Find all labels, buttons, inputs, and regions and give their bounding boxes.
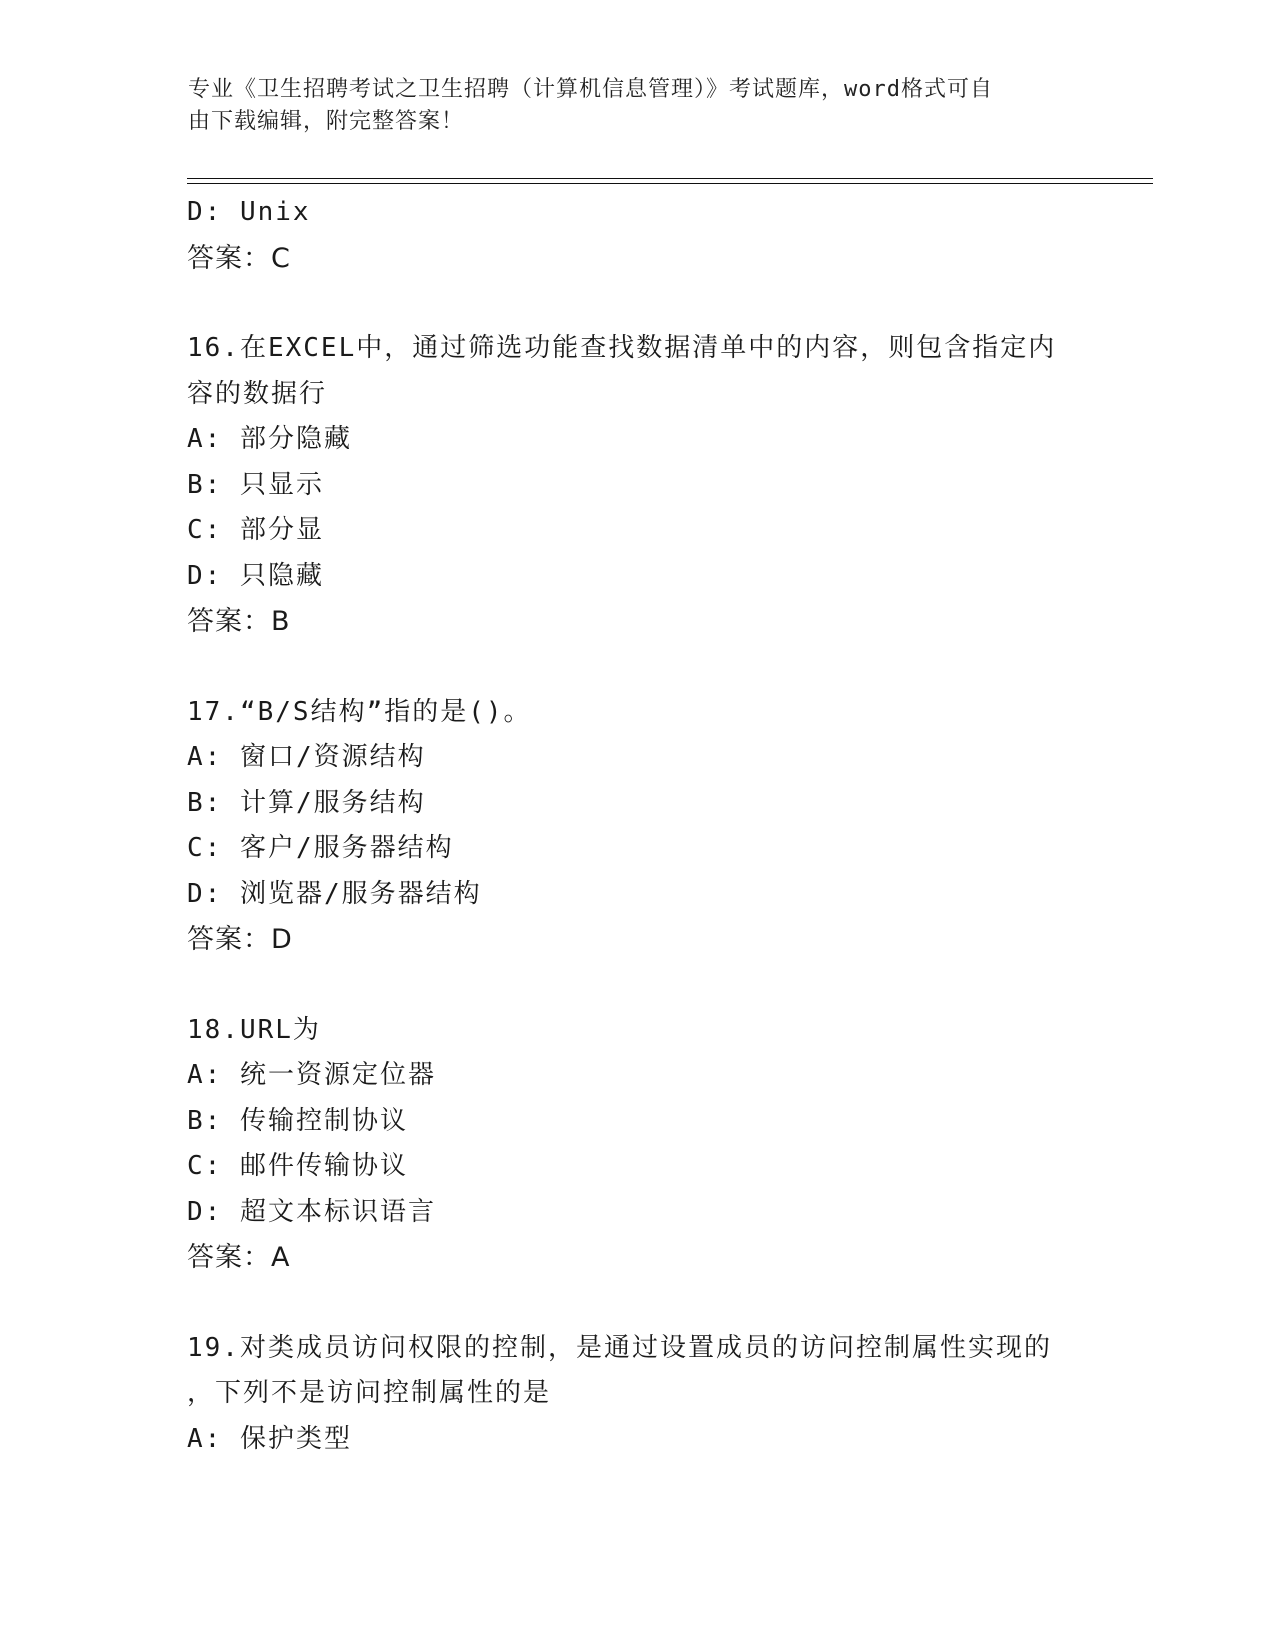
question-stem: 18.URL为 (187, 1014, 321, 1045)
question-stem: 19.对类成员访问权限的控制，是通过设置成员的访问控制属性实现的 (187, 1332, 1052, 1363)
option-d: D: 只隐藏 (187, 560, 324, 591)
option-a: A: 保护类型 (187, 1423, 352, 1454)
option-d: D: Unix (187, 197, 311, 227)
option-c: C: 客户/服务器结构 (187, 833, 454, 863)
question-stem: 17.“B/S结构”指的是()。 (187, 696, 532, 727)
option-b: B: 传输控制协议 (187, 1105, 408, 1136)
question-17 (187, 690, 1087, 963)
option-a: A: 部分隐藏 (187, 424, 352, 454)
answer: 答案：A (187, 1242, 291, 1273)
question-19 (187, 1326, 1087, 1463)
question-stem-continued: 容的数据行 (187, 378, 328, 409)
header-line-2: 由下载编辑，附完整答案！ (188, 109, 465, 134)
answer: 答案：D (187, 924, 293, 955)
option-b: B: 计算/服务结构 (187, 787, 426, 818)
carryover-question (187, 190, 1087, 281)
option-d: D: 浏览器/服务器结构 (187, 878, 482, 909)
document-header (188, 74, 1068, 138)
header-divider (187, 178, 1153, 184)
answer: 答案：C (187, 242, 291, 274)
question-18 (187, 1008, 1087, 1281)
header-line-1: 专业《卫生招聘考试之卫生招聘（计算机信息管理）》考试题库，word格式可自 (188, 77, 993, 102)
answer: 答案：B (187, 606, 291, 637)
option-c: C: 部分显 (187, 515, 324, 545)
question-stem: 16.在EXCEL中，通过筛选功能查找数据清单中的内容，则包含指定内 (187, 333, 1057, 363)
option-a: A: 统一资源定位器 (187, 1060, 436, 1090)
option-d: D: 超文本标识语言 (187, 1196, 436, 1227)
option-a: A: 窗口/资源结构 (187, 742, 426, 772)
question-stem-continued: ，下列不是访问控制属性的是 (187, 1378, 552, 1408)
question-16 (187, 326, 1087, 645)
question-list (187, 190, 1087, 1462)
option-b: B: 只显示 (187, 469, 324, 500)
option-c: C: 邮件传输协议 (187, 1151, 408, 1181)
